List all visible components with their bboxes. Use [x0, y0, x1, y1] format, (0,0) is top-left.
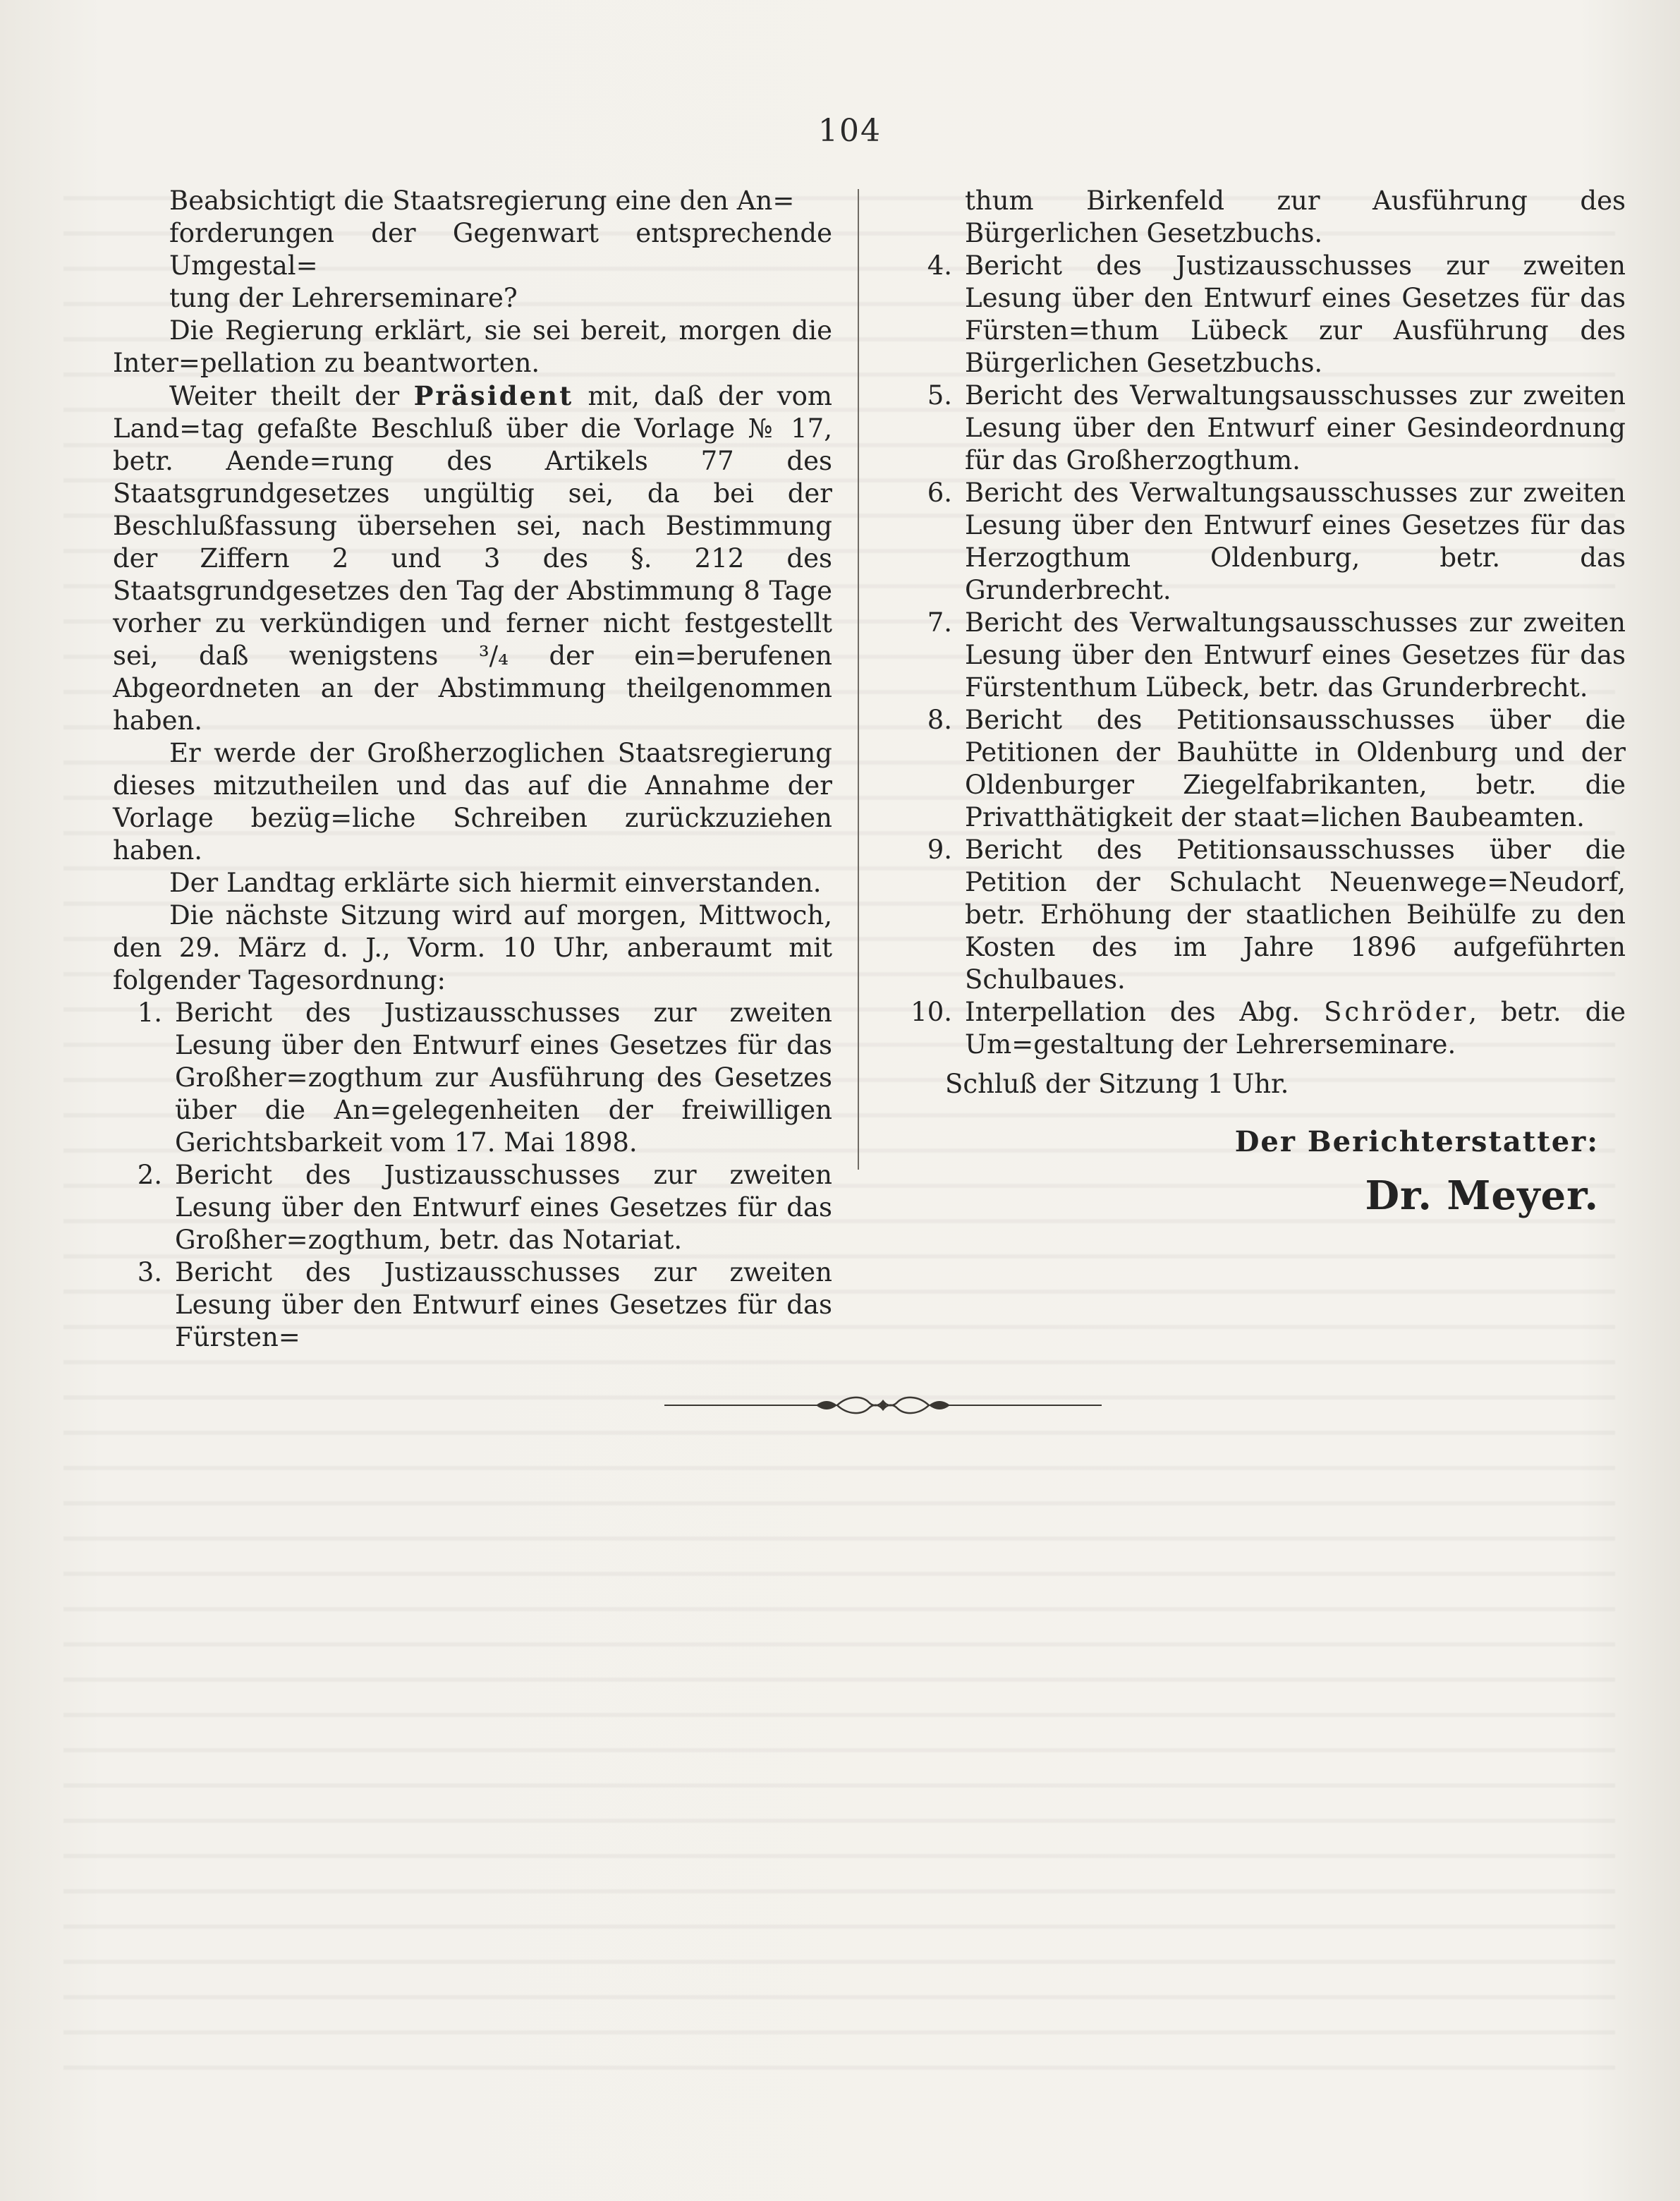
agenda-number: 2.: [137, 1160, 162, 1190]
agenda-item-3: [113, 1256, 832, 1354]
agenda-item-9: [896, 834, 1626, 996]
deputy-name: Schröder: [1324, 997, 1469, 1027]
column-divider: [858, 189, 859, 1170]
agenda-item-5: [896, 380, 1626, 477]
agenda-item-10: [896, 996, 1626, 1061]
president-paragraph: [113, 380, 832, 737]
agenda-item-8: [896, 704, 1626, 834]
question-line-2: forderungen der Gegenwart entsprechende Umgestal=: [169, 218, 832, 281]
agenda-item-2: [113, 1159, 832, 1256]
president-word: Präsident: [413, 380, 574, 411]
agreement-paragraph: Der Landtag erklärte sich hiermit einverstanden.: [169, 868, 822, 898]
agenda-text: Bericht des Verwaltungsausschusses zur zweiten Lesung über den Entwurf einer Gesindeordnung für das Großherzogthum.: [965, 380, 1626, 475]
agenda-text: Bericht des Petitionsausschusses über die Petitionen der Bauhütte in Oldenburg und der Oldenburger Ziegelfabrikanten, betr. die Privatthätigkeit der staat=lichen Baubeamten.: [965, 705, 1626, 832]
agenda-number: 8.: [927, 705, 952, 735]
agenda-text: Bericht des Justizausschusses zur zweiten Lesung über den Entwurf eines Gesetzes für das Großher=zogthum, betr. das Notariat.: [175, 1160, 832, 1255]
forward-paragraph: Er werde der Großherzoglichen Staatsregierung dieses mitzutheilen und das auf die Annahme der Vorlage bezüg=liche Schreiben zurückzuziehen haben.: [113, 738, 832, 866]
question-line-1: Beabsichtigt die Staatsregierung eine den An=: [169, 186, 795, 216]
agenda-text: Bericht des Verwaltungsausschusses zur zweiten Lesung über den Entwurf eines Gesetzes für das Fürstenthum Lübeck, betr. das Grunderbrecht.: [965, 607, 1626, 703]
agenda-number: 3.: [137, 1257, 162, 1287]
agenda-number: 10.: [911, 997, 952, 1027]
agenda-text: Bericht des Justizausschusses zur zweiten Lesung über den Entwurf eines Gesetzes für das Fürsten=thum Lübeck zur Ausführung des Bürgerlichen Gesetzbuchs.: [965, 250, 1626, 378]
agenda-item-7: [896, 607, 1626, 704]
president-text: mit, daß der vom Land=tag gefaßte Beschluß über die Vorlage № 17, betr. Aende=rung des Artikels 77 des Staatsgrundgesetzes ungültig sei, da bei der Beschlußfassung übersehen sei, nach Bestimmung der Ziffern 2 und 3 des §. 212 des Staatsgrundgesetzes den Tag der Abstimmung 8 Tage vorher zu verkündigen und ferner nicht festgestellt sei, daß wenigstens ³/₄ der ein=berufenen Abgeordneten an der Abstimmung theilgenommen haben.: [113, 381, 833, 736]
next-session-paragraph: Die nächste Sitzung wird auf morgen, Mittwoch, den 29. März d. J., Vorm. 10 Uhr, anberaumt mit folgender Tagesordnung:: [113, 900, 832, 995]
left-column: [113, 185, 832, 1354]
agenda-number: 5.: [927, 380, 952, 411]
agenda-item-4: [896, 250, 1626, 380]
agenda-number: 9.: [927, 835, 952, 865]
reporter-label: Der Berichterstatter:: [1234, 1125, 1599, 1158]
agenda-number: 4.: [927, 250, 952, 281]
agenda-text: [965, 996, 1626, 1061]
session-closing: Schluß der Sitzung 1 Uhr.: [945, 1069, 1289, 1099]
agenda-item-3-continuation: thum Birkenfeld zur Ausführung des Bürgerlichen Gesetzbuchs.: [965, 186, 1626, 248]
interpellation-question: [113, 185, 832, 315]
agenda-number: 7.: [927, 607, 952, 638]
president-intro: Weiter theilt der: [169, 381, 400, 411]
agenda-item-6: [896, 477, 1626, 607]
agenda-text: Bericht des Justizausschusses zur zweiten Lesung über den Entwurf eines Gesetzes für das Großher=zogthum zur Ausführung des Gesetzes über die An=gelegenheiten der freiwilligen Gerichtsbarkeit vom 17. Mai 1898.: [175, 998, 832, 1158]
agenda-item-1: [113, 997, 832, 1159]
ornament-rule-icon: [664, 1391, 1102, 1419]
agenda-text-before: Interpellation des Abg.: [965, 997, 1301, 1027]
question-line-3: tung der Lehrerseminare?: [169, 283, 518, 313]
reporter-name: Dr. Meyer.: [1365, 1172, 1599, 1219]
agenda-text: Bericht des Verwaltungsausschusses zur zweiten Lesung über den Entwurf eines Gesetzes für das Herzogthum Oldenburg, betr. das Grunderbrecht.: [965, 478, 1626, 605]
right-column: [896, 185, 1626, 1219]
agenda-text: Bericht des Justizausschusses zur zweiten Lesung über den Entwurf eines Gesetzes für das Fürsten=: [175, 1257, 832, 1352]
agenda-text: Bericht des Petitionsausschusses über die Petition der Schulacht Neuenwege=Neudorf, betr. Erhöhung der staatlichen Beihülfe zu den Kosten des im Jahre 1896 aufgeführten Schulbaues.: [965, 835, 1626, 995]
agenda-number: 1.: [137, 998, 162, 1028]
page-number: 104: [818, 113, 882, 149]
government-reply: Die Regierung erklärt, sie sei bereit, morgen die Inter=pellation zu beantworten.: [113, 315, 832, 378]
agenda-text-after: , betr. die Um=gestaltung der Lehrerseminare.: [965, 997, 1626, 1060]
agenda-number: 6.: [927, 478, 952, 508]
